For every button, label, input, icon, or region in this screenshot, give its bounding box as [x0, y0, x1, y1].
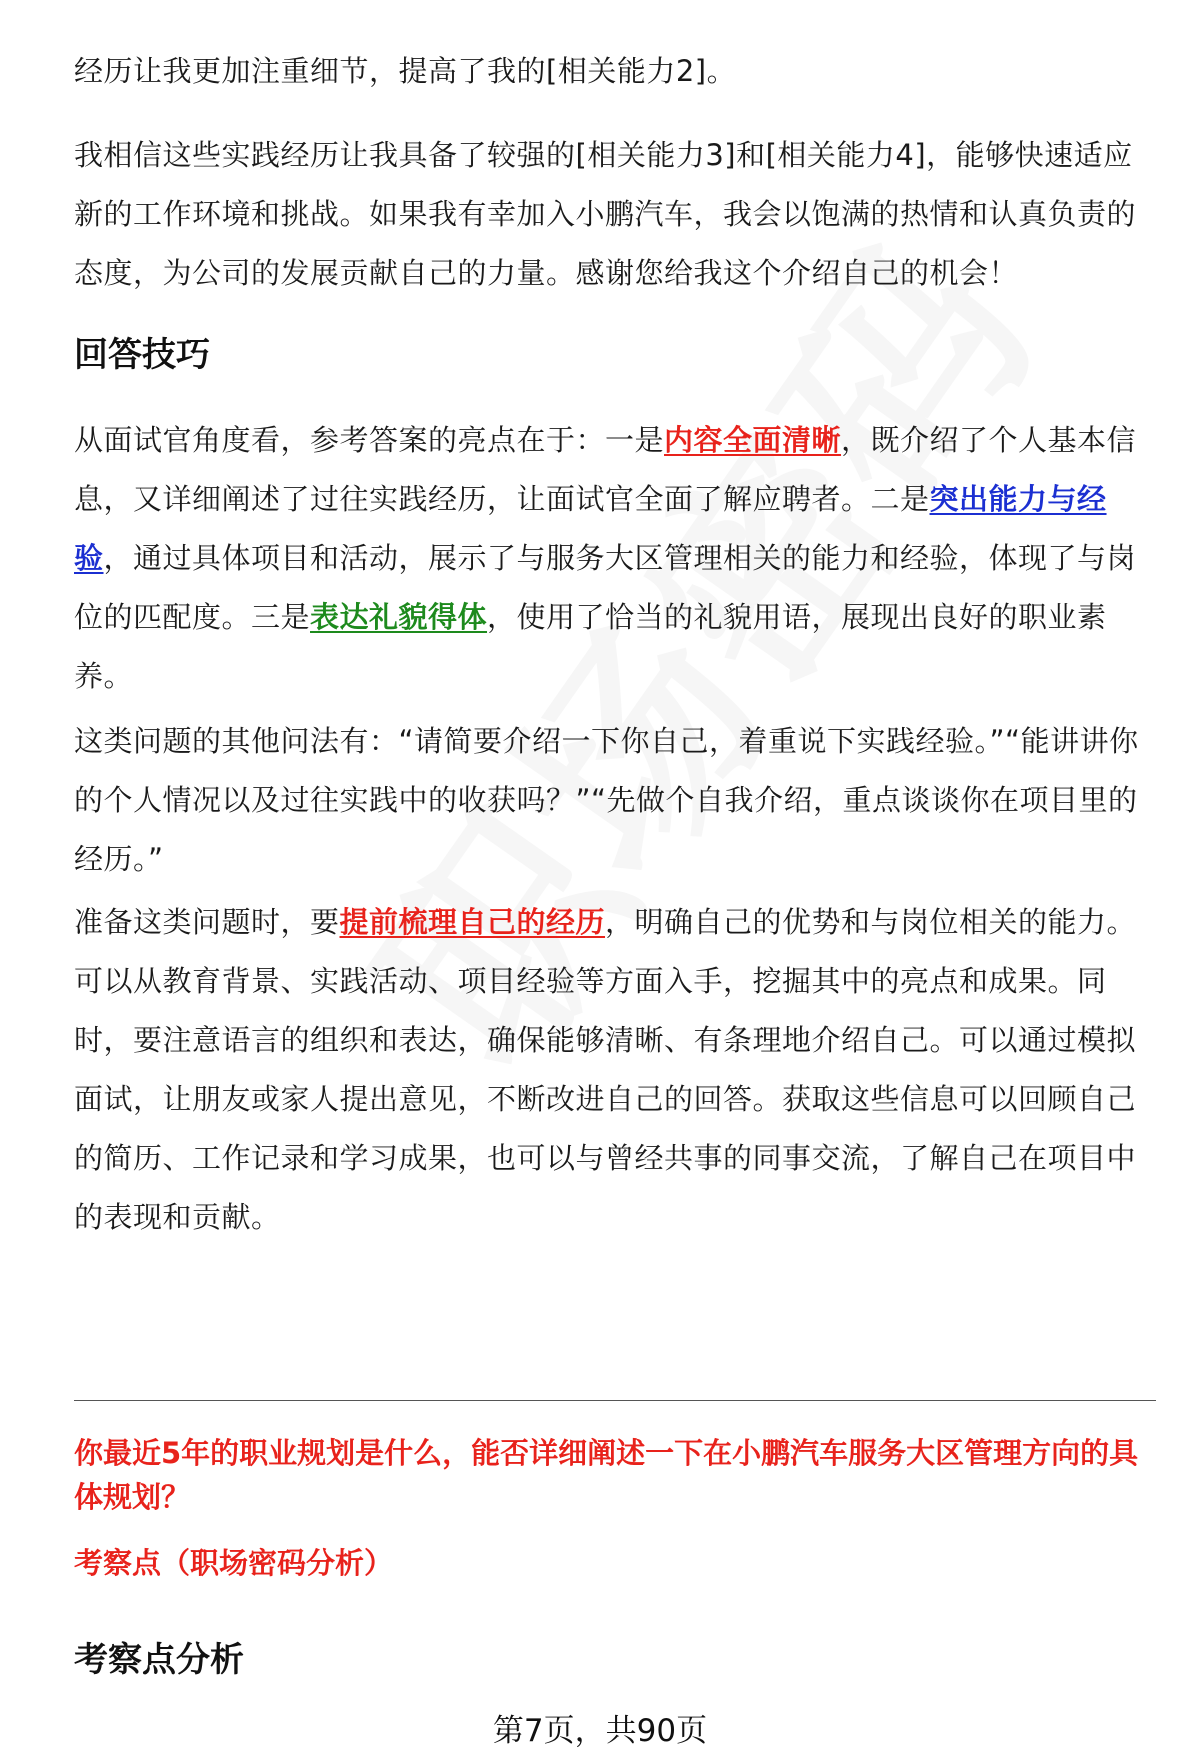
- highlight-ability-experience: 突出能力与经验: [74, 482, 1107, 575]
- tips-heading: 回答技巧: [74, 335, 210, 375]
- paragraph-ability-2: 经历让我更加注重细节，提高了我的[相关能力2]。: [74, 54, 737, 88]
- preparation-text-b: ，明确自己的优势和与岗位相关的能力。可以从教育背景、实践活动、项目经验等方面入手，挖掘其中的亮点和成果。同时，要注意语言的组织和表达，确保能够清晰、有条理地介绍自己。可以通过模拟面试，让朋友或家人提出意见，不断改进自己的回答。获取这些信息可以回顾自己的简历、工作记录和学习成果，也可以与曾经共事的同事交流，了解自己在项目中的表现和贡献。: [74, 905, 1137, 1234]
- highlights-text-a: 从面试官角度看，参考答案的亮点在于：一是: [74, 423, 665, 457]
- paragraph-preparation: [74, 893, 1156, 1247]
- highlights-text-b: ，既介绍了个人基本信息，又详细阐述了过往实践经历，让面试官全面了解应聘者。二是: [74, 423, 1137, 516]
- paragraph-other-questions: 这类问题的其他问法有：“请简要介绍一下你自己，着重说下实践经验。”“能讲讲你的个人情况以及过往实践中的收获吗？”“先做个自我介绍，重点谈谈你在项目里的经历。”: [74, 724, 1139, 876]
- analysis-heading: 考察点分析: [74, 1640, 244, 1680]
- preparation-text-a: 准备这类问题时，要: [74, 905, 340, 939]
- section-divider: [74, 1400, 1156, 1401]
- highlight-content-clear: 内容全面清晰: [664, 423, 842, 457]
- paragraph-closing: 我相信这些实践经历让我具备了较强的[相关能力3]和[相关能力4]，能够快速适应新的工作环境和挑战。如果我有幸加入小鹏汽车，我会以饱满的热情和认真负责的态度，为公司的发展贡献自己的力量。感谢您给我这个介绍自己的机会！: [74, 138, 1137, 290]
- highlights-text-d: ，使用了恰当的礼貌用语，展现出良好的职业素养。: [74, 600, 1107, 693]
- paragraph-highlights: [74, 411, 1156, 706]
- page-number: 第7页，共90页: [492, 1713, 708, 1749]
- examine-point-label: 考察点（职场密码分析）: [74, 1546, 394, 1580]
- highlight-polite-expression: 表达礼貌得体: [310, 600, 488, 634]
- highlights-text-c: ，通过具体项目和活动，展示了与服务大区管理相关的能力和经验，体现了与岗位的匹配度。三是: [74, 541, 1137, 634]
- highlight-review-experience: 提前梳理自己的经历: [339, 905, 606, 939]
- interview-question: 你最近5年的职业规划是什么，能否详细阐述一下在小鹏汽车服务大区管理方向的具体规划？: [74, 1436, 1139, 1514]
